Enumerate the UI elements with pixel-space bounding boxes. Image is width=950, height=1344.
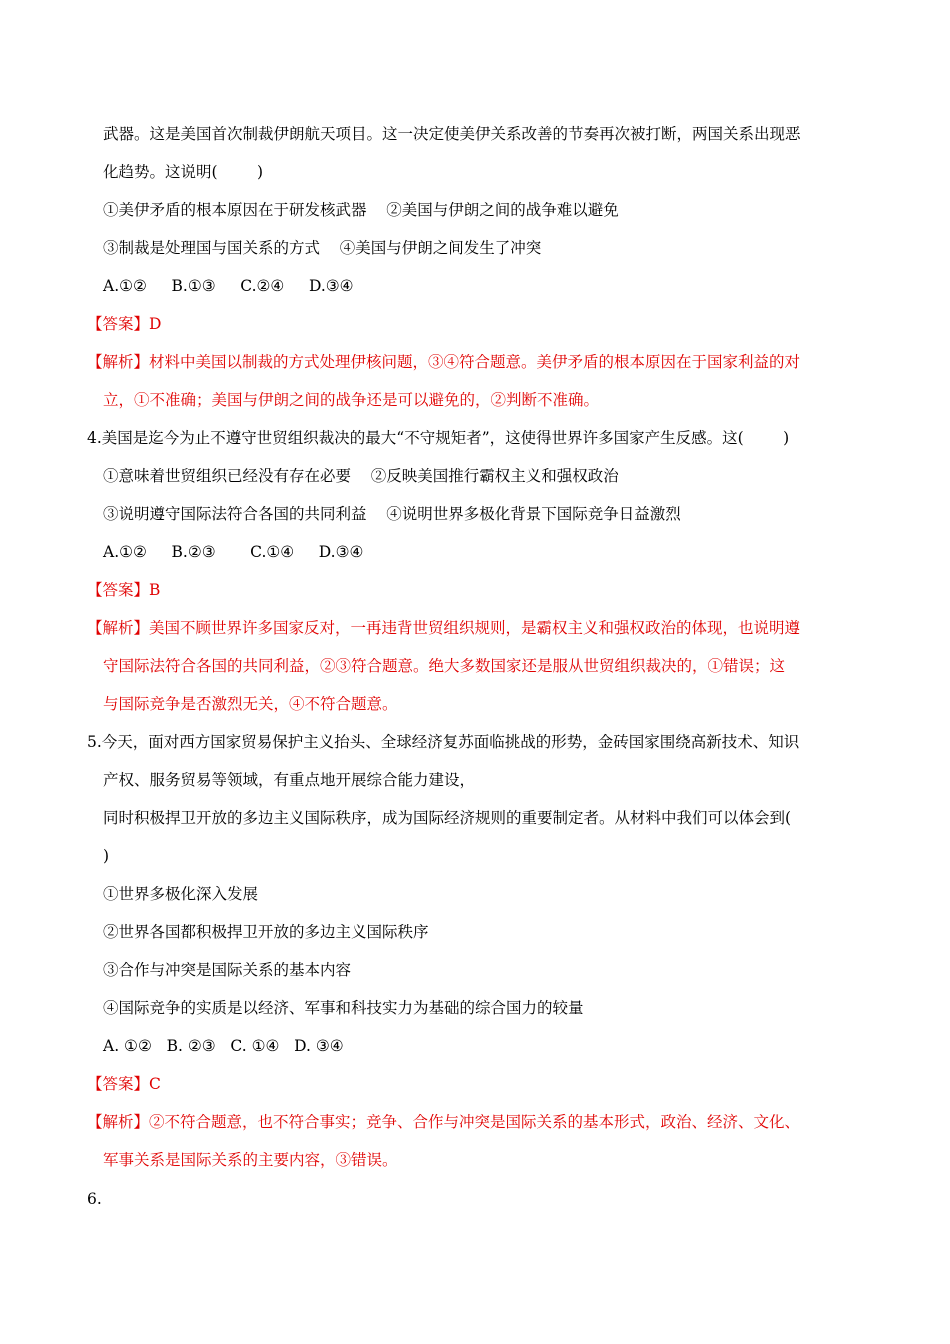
analysis-line: 【解析】美国不顾世界许多国家反对，一再违背世贸组织规则，是霸权主义和强权政治的体现，也说明遵 (87, 619, 801, 637)
question-text-line: 产权、服务贸易等领域，有重点地开展综合能力建设， (103, 771, 476, 789)
answer-label: 【答案】D (87, 315, 162, 333)
analysis-line: 立，①不准确；美国与伊朗之间的战争还是可以避免的，②判断不准确。 (103, 391, 600, 409)
choices-line: A. ①② B. ②③ C. ①④ D. ③④ (103, 1037, 344, 1055)
option-line: ③制裁是处理国与国关系的方式 ④美国与伊朗之间发生了冲突 (103, 239, 542, 257)
question-text-line: ) (103, 847, 110, 865)
analysis-line: 守国际法符合各国的共同利益，②③符合题意。绝大多数国家还是服从世贸组织裁决的，①错误；这 (103, 657, 786, 675)
question-6-number: 6. (87, 1190, 102, 1208)
question-text-line: 化趋势。这说明( ) (103, 163, 264, 181)
analysis-line: 【解析】②不符合题意，也不符合事实；竞争、合作与冲突是国际关系的基本形式，政治、经济、文化、 (87, 1113, 801, 1131)
option-line: ①世界多极化深入发展 (103, 885, 259, 903)
option-line: ②世界各国都积极捍卫开放的多边主义国际秩序 (103, 923, 429, 941)
analysis-line: 军事关系是国际关系的主要内容，③错误。 (103, 1151, 398, 1169)
analysis-line: 与国际竞争是否激烈无关，④不符合题意。 (103, 695, 398, 713)
analysis-line: 【解析】材料中美国以制裁的方式处理伊核问题，③④符合题意。美伊矛盾的根本原因在于国家利益的对 (87, 353, 801, 371)
answer-label: 【答案】C (87, 1075, 161, 1093)
option-line: ③合作与冲突是国际关系的基本内容 (103, 961, 352, 979)
answer-label: 【答案】B (87, 581, 161, 599)
option-line: ④国际竞争的实质是以经济、军事和科技实力为基础的综合国力的较量 (103, 999, 584, 1017)
option-line: ③说明遵守国际法符合各国的共同利益 ④说明世界多极化背景下国际竞争日益激烈 (103, 505, 681, 523)
choices-line: A.①② B.①③ C.②④ D.③④ (103, 277, 354, 295)
option-line: ①美伊矛盾的根本原因在于研发核武器 ②美国与伊朗之间的战争难以避免 (103, 201, 619, 219)
question-text-line: 4.美国是迄今为止不遵守世贸组织裁决的最大“不守规矩者”，这使得世界许多国家产生反感。这( ) (87, 429, 790, 447)
question-text-line: 武器。这是美国首次制裁伊朗航天项目。这一决定使美伊关系改善的节奏再次被打断，两国关系出现恶 (103, 125, 801, 143)
option-line: ①意味着世贸组织已经没有存在必要 ②反映美国推行霸权主义和强权政治 (103, 467, 619, 485)
question-text-line: 同时积极捍卫开放的多边主义国际秩序，成为国际经济规则的重要制定者。从材料中我们可以体会到( (103, 809, 792, 827)
question-text-line: 5.今天，面对西方国家贸易保护主义抬头、全球经济复苏面临挑战的形势，金砖国家围绕高新技术、知识 (87, 733, 800, 751)
choices-line: A.①② B.②③ C.①④ D.③④ (103, 543, 364, 561)
